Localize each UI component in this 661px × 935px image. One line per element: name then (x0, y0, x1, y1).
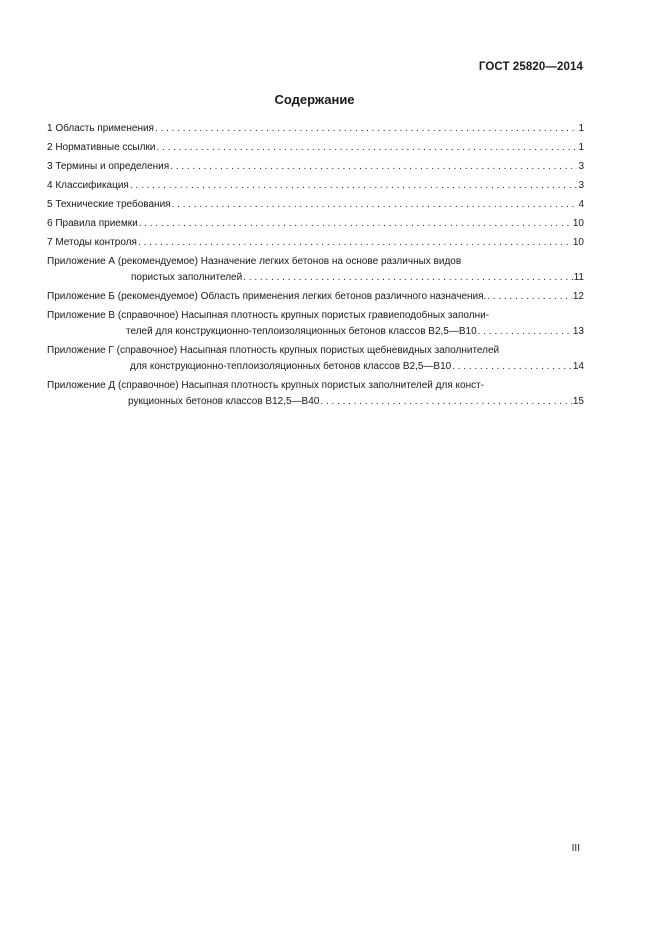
toc-entry-text: 7 Методы контроля (47, 237, 137, 248)
toc-title: Содержание (274, 92, 355, 107)
leader-dots (452, 359, 572, 375)
toc-entry-page: 3 (578, 180, 584, 191)
toc-appendix-text: Приложение А (рекомендуемое) Назначение легких бетонов на основе различных видов (47, 256, 462, 267)
table-of-contents (47, 121, 584, 410)
toc-entry-page: 15 (572, 396, 584, 407)
toc-appendix-v-line2[interactable] (47, 324, 584, 340)
leader-dots (156, 140, 577, 156)
toc-entry-page: 1 (578, 142, 584, 153)
toc-appendix-text: телей для конструкционно-теплоизоляционных бетонов классов В2,5—В10 (126, 326, 477, 337)
toc-appendix-g-line2[interactable] (47, 359, 584, 375)
toc-appendix-text: Приложение В (справочное) Насыпная плотность крупных пористых гравиеподобных заполни- (47, 310, 490, 321)
toc-entry-4[interactable] (47, 178, 584, 194)
page-number: III (571, 843, 580, 854)
toc-entry-page: 10 (572, 218, 584, 229)
toc-entry-5[interactable] (47, 197, 584, 213)
toc-appendix-text: Приложение Д (справочное) Насыпная плотность крупных пористых заполнителей для конст- (47, 380, 485, 391)
toc-appendix-text: пористых заполнителей (131, 272, 243, 283)
toc-appendix-d-line1[interactable] (47, 378, 584, 394)
toc-entry-page: 12 (572, 291, 584, 302)
toc-entry-3[interactable] (47, 159, 584, 175)
toc-entry-text: 1 Область применения (47, 123, 154, 134)
toc-entry-text: 5 Технические требования (47, 199, 171, 210)
toc-appendix-text: Приложение Б (рекомендуемое) Область применения легких бетонов различного назначения. (47, 291, 487, 302)
toc-entry-page: 10 (572, 237, 584, 248)
toc-appendix-d-line2[interactable] (47, 394, 584, 410)
toc-appendix-text: рукционных бетонов классов В12,5—В40 (128, 396, 320, 407)
toc-appendix-g-line1[interactable] (47, 343, 584, 359)
leader-dots (155, 121, 577, 137)
toc-entry-7[interactable] (47, 235, 584, 251)
leader-dots (138, 235, 572, 251)
toc-appendix-text: для конструкционно-теплоизоляционных бетонов классов В2,5—В10 (130, 361, 452, 372)
toc-entry-text: 4 Классификация (47, 180, 129, 191)
toc-appendix-v-line1[interactable] (47, 308, 584, 324)
leader-dots (320, 394, 572, 410)
toc-entry-page: 4 (578, 199, 584, 210)
toc-appendix-text: Приложение Г (справочное) Насыпная плотность крупных пористых щебневидных заполнителей (47, 345, 500, 356)
toc-entry-text: 6 Правила приемки (47, 218, 138, 229)
leader-dots (170, 159, 577, 175)
toc-entry-6[interactable] (47, 216, 584, 232)
leader-dots (139, 216, 572, 232)
toc-entry-2[interactable] (47, 140, 584, 156)
leader-dots (130, 178, 578, 194)
toc-entry-text: 3 Термины и определения (47, 161, 170, 172)
toc-appendix-a-line2[interactable] (47, 270, 584, 286)
leader-dots (487, 289, 572, 305)
toc-entry-page: 11 (573, 272, 584, 283)
toc-entry-page: 14 (572, 361, 584, 372)
toc-entry-text: 2 Нормативные ссылки (47, 142, 156, 153)
toc-appendix-b[interactable] (47, 289, 584, 305)
toc-entry-page: 1 (578, 123, 584, 134)
toc-entry-page: 13 (572, 326, 584, 337)
leader-dots (243, 270, 572, 286)
document-code: ГОСТ 25820—2014 (478, 61, 583, 73)
toc-entry-page: 3 (578, 161, 584, 172)
leader-dots (172, 197, 578, 213)
toc-entry-1[interactable] (47, 121, 584, 137)
toc-appendix-a-line1[interactable] (47, 254, 584, 270)
leader-dots (478, 324, 572, 340)
